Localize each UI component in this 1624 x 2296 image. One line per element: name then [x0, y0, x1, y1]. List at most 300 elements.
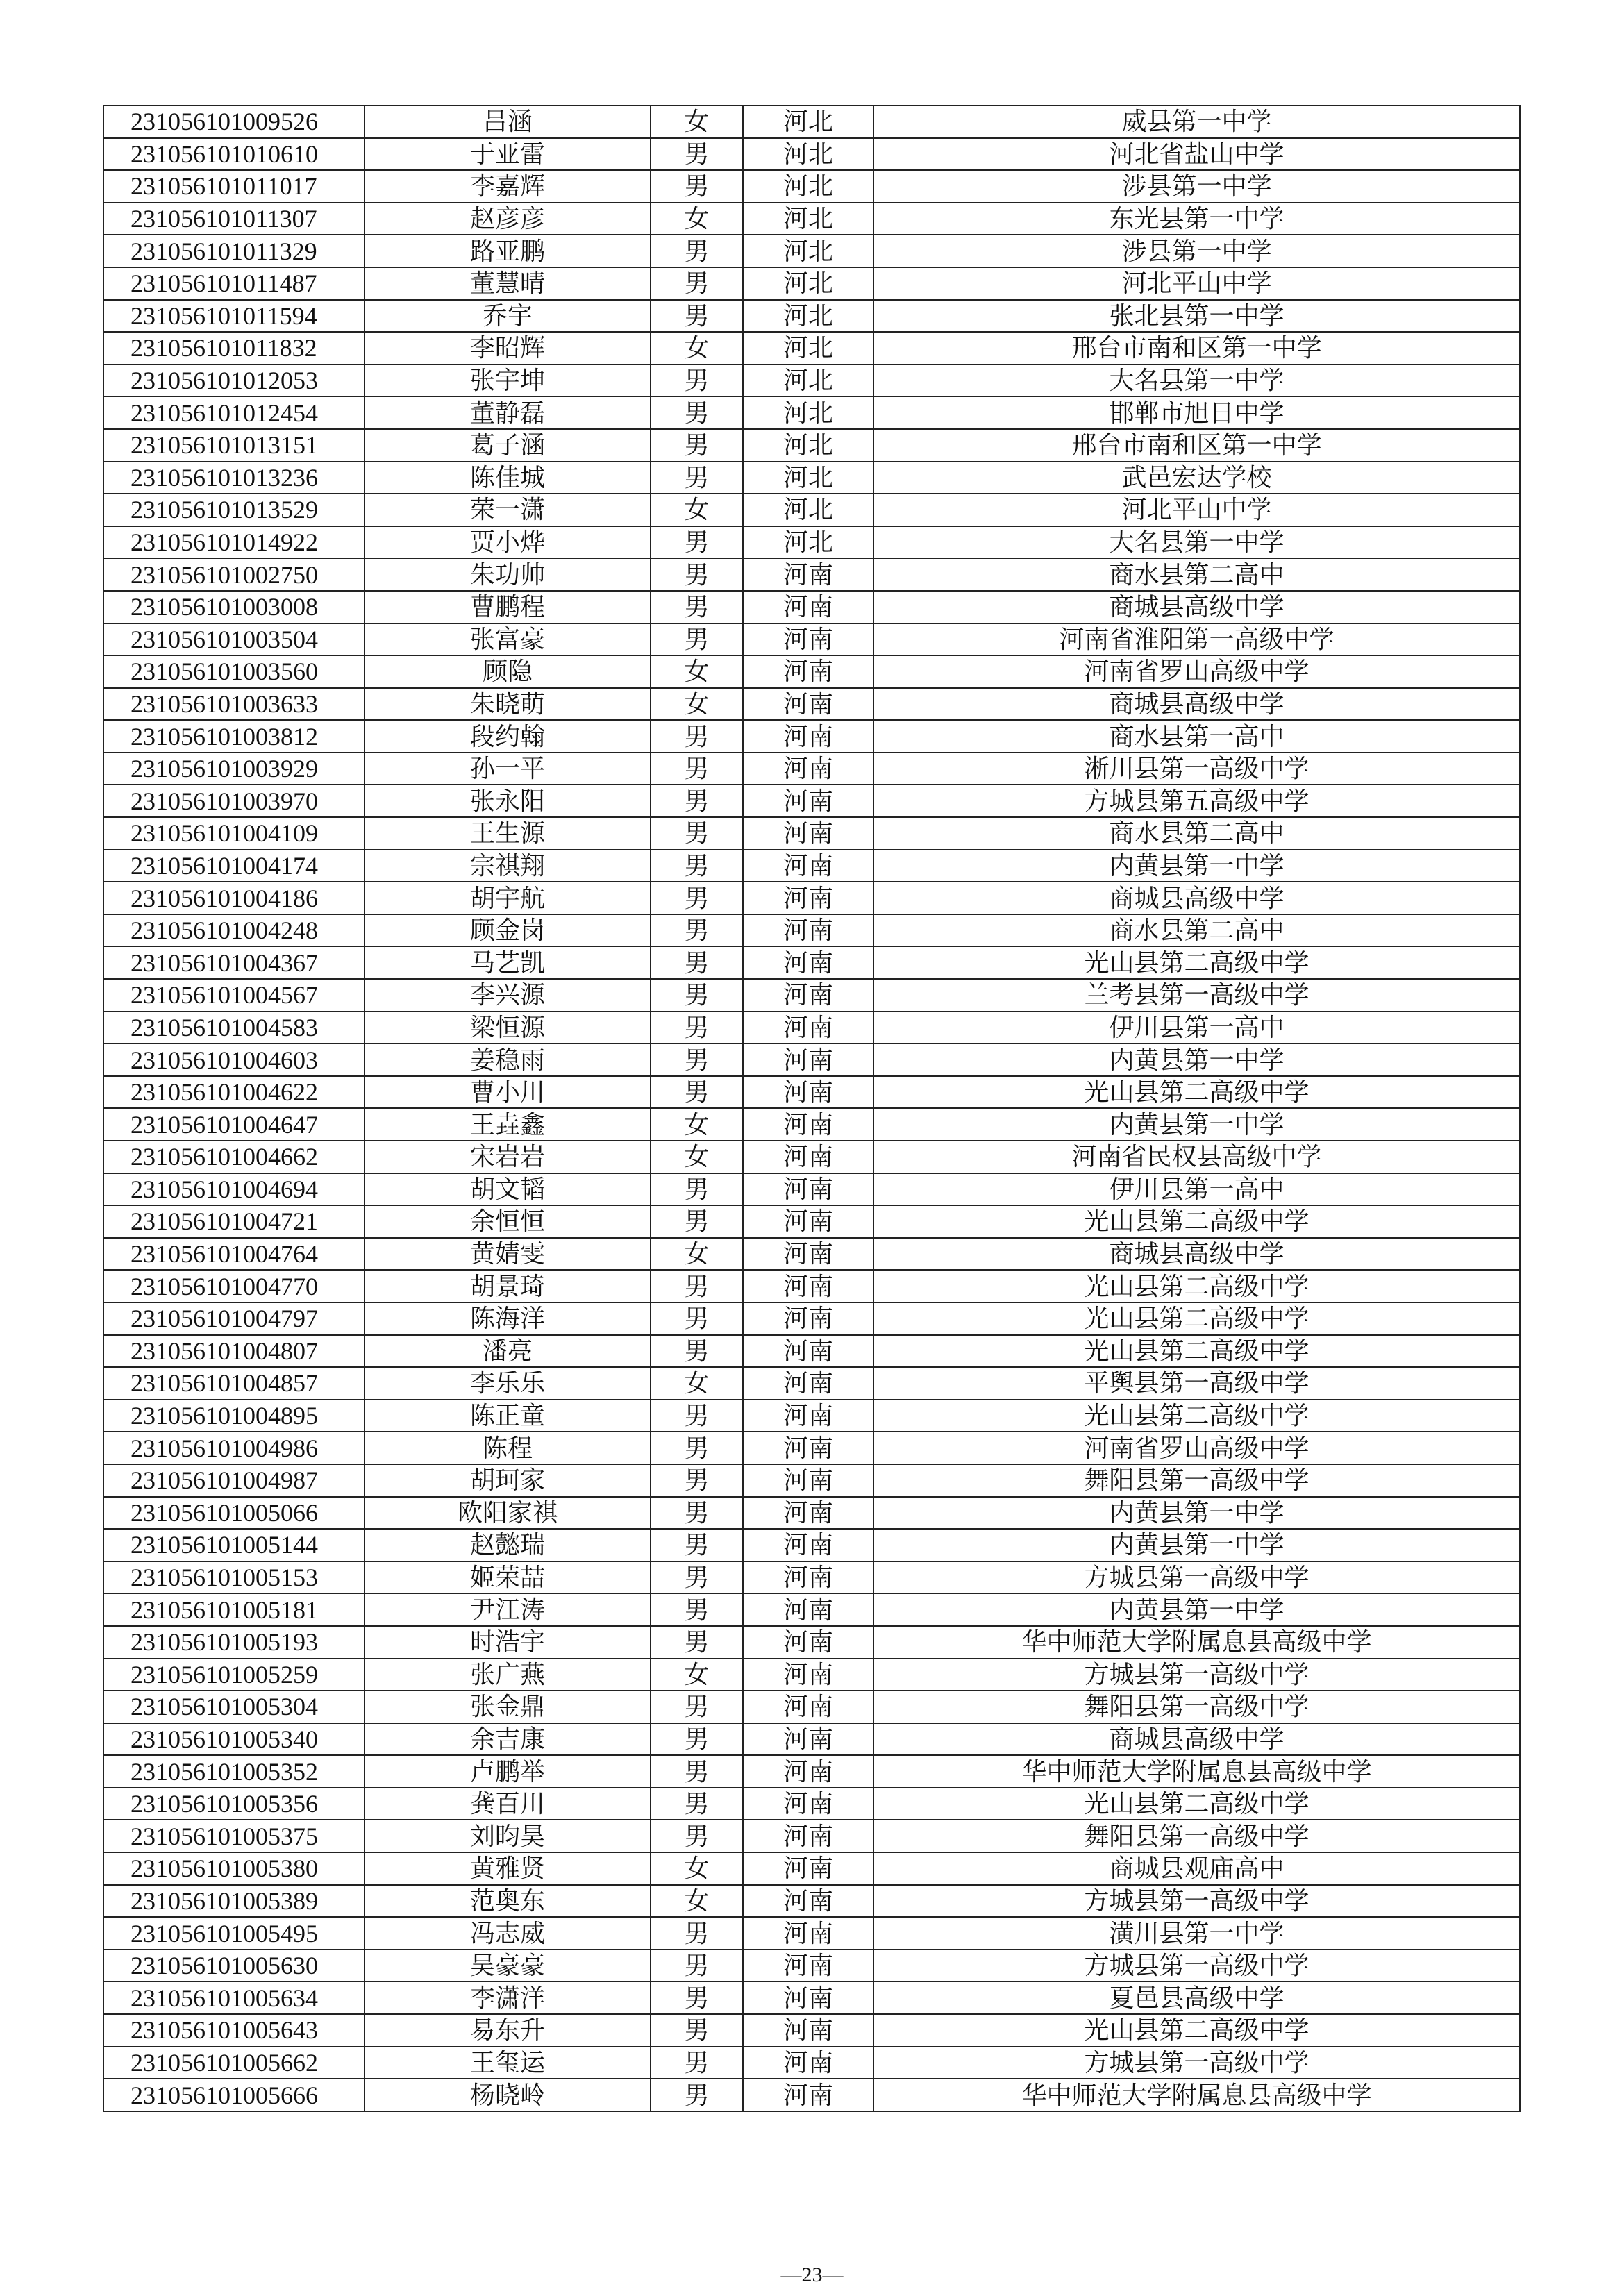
school-cell: 商水县第二高中 — [873, 817, 1520, 850]
student-name-cell: 荣一潇 — [365, 494, 651, 526]
student-name-cell: 吴豪豪 — [365, 1950, 651, 1982]
gender-cell: 男 — [651, 2014, 743, 2047]
province-cell: 河北 — [743, 396, 873, 429]
province-cell: 河南 — [743, 1076, 873, 1109]
exam-id-cell: 231056101012454 — [103, 396, 365, 429]
school-cell: 方城县第一高级中学 — [873, 1659, 1520, 1691]
table-row — [103, 1820, 1520, 1852]
school-cell: 河北省盐山中学 — [873, 138, 1520, 171]
school-cell: 内黄县第一中学 — [873, 1593, 1520, 1626]
table-row — [103, 1981, 1520, 2014]
gender-cell: 男 — [651, 1270, 743, 1302]
province-cell: 河南 — [743, 753, 873, 785]
exam-id-cell: 231056101004109 — [103, 817, 365, 850]
table-row — [103, 785, 1520, 817]
school-cell: 光山县第二高级中学 — [873, 1335, 1520, 1368]
exam-id-cell: 231056101005389 — [103, 1885, 365, 1918]
student-name-cell: 胡文韬 — [365, 1173, 651, 1206]
exam-id-cell: 231056101003504 — [103, 623, 365, 656]
table-row — [103, 1950, 1520, 1982]
table-row — [103, 946, 1520, 979]
province-cell: 河南 — [743, 558, 873, 591]
gender-cell: 男 — [651, 1529, 743, 1561]
province-cell: 河南 — [743, 1659, 873, 1691]
student-name-cell: 张永阳 — [365, 785, 651, 817]
province-cell: 河北 — [743, 235, 873, 267]
school-cell: 方城县第一高级中学 — [873, 1950, 1520, 1982]
exam-id-cell: 231056101005634 — [103, 1981, 365, 2014]
exam-id-cell: 231056101012053 — [103, 364, 365, 397]
exam-id-cell: 231056101004248 — [103, 914, 365, 947]
school-cell: 河南省淮阳第一高级中学 — [873, 623, 1520, 656]
table-row — [103, 494, 1520, 526]
gender-cell: 男 — [651, 1497, 743, 1530]
student-name-cell: 陈正童 — [365, 1400, 651, 1432]
exam-id-cell: 231056101004567 — [103, 979, 365, 1012]
school-cell: 舞阳县第一高级中学 — [873, 1820, 1520, 1852]
exam-id-cell: 231056101009526 — [103, 106, 365, 138]
gender-cell: 男 — [651, 267, 743, 300]
table-row — [103, 1788, 1520, 1820]
gender-cell: 男 — [651, 1173, 743, 1206]
table-row — [103, 753, 1520, 785]
gender-cell: 男 — [651, 1593, 743, 1626]
table-row — [103, 591, 1520, 623]
school-cell: 光山县第二高级中学 — [873, 1788, 1520, 1820]
student-name-cell: 时浩宇 — [365, 1626, 651, 1659]
table-row — [103, 720, 1520, 753]
student-name-cell: 段约翰 — [365, 720, 651, 753]
province-cell: 河南 — [743, 1400, 873, 1432]
table-row — [103, 1659, 1520, 1691]
student-name-cell: 潘亮 — [365, 1335, 651, 1368]
school-cell: 内黄县第一中学 — [873, 1529, 1520, 1561]
table-row — [103, 623, 1520, 656]
gender-cell: 男 — [651, 946, 743, 979]
student-name-cell: 王生源 — [365, 817, 651, 850]
province-cell: 河南 — [743, 1367, 873, 1400]
school-cell: 威县第一中学 — [873, 106, 1520, 138]
school-cell: 光山县第二高级中学 — [873, 1270, 1520, 1302]
province-cell: 河南 — [743, 1497, 873, 1530]
gender-cell: 男 — [651, 1044, 743, 1076]
gender-cell: 男 — [651, 1820, 743, 1852]
school-cell: 商水县第一高中 — [873, 720, 1520, 753]
school-cell: 方城县第五高级中学 — [873, 785, 1520, 817]
province-cell: 河北 — [743, 364, 873, 397]
province-cell: 河南 — [743, 850, 873, 882]
province-cell: 河南 — [743, 1755, 873, 1788]
province-cell: 河北 — [743, 300, 873, 333]
exam-id-cell: 231056101005340 — [103, 1723, 365, 1756]
table-row — [103, 1238, 1520, 1271]
province-cell: 河南 — [743, 1464, 873, 1497]
school-cell: 伊川县第一高中 — [873, 1012, 1520, 1044]
exam-id-cell: 231056101004857 — [103, 1367, 365, 1400]
exam-id-cell: 231056101003008 — [103, 591, 365, 623]
exam-id-cell: 231056101003929 — [103, 753, 365, 785]
table-row — [103, 1691, 1520, 1723]
gender-cell: 男 — [651, 914, 743, 947]
student-name-cell: 赵懿瑞 — [365, 1529, 651, 1561]
gender-cell: 男 — [651, 396, 743, 429]
province-cell: 河南 — [743, 1691, 873, 1723]
table-row — [103, 462, 1520, 494]
exam-id-cell: 231056101004694 — [103, 1173, 365, 1206]
gender-cell: 女 — [651, 655, 743, 688]
exam-id-cell: 231056101005666 — [103, 2079, 365, 2111]
student-name-cell: 张广燕 — [365, 1659, 651, 1691]
gender-cell: 女 — [651, 1141, 743, 1173]
province-cell: 河南 — [743, 1335, 873, 1368]
school-cell: 河南省罗山高级中学 — [873, 1432, 1520, 1464]
exam-id-cell: 231056101005153 — [103, 1561, 365, 1594]
student-name-cell: 胡宇航 — [365, 882, 651, 914]
table-row — [103, 1917, 1520, 1950]
student-name-cell: 董慧晴 — [365, 267, 651, 300]
table-row — [103, 2047, 1520, 2079]
student-name-cell: 葛子涵 — [365, 429, 651, 462]
province-cell: 河南 — [743, 720, 873, 753]
province-cell: 河南 — [743, 1012, 873, 1044]
exam-id-cell: 231056101004807 — [103, 1335, 365, 1368]
student-name-cell: 卢鹏举 — [365, 1755, 651, 1788]
school-cell: 内黄县第一中学 — [873, 1108, 1520, 1141]
province-cell: 河南 — [743, 2047, 873, 2079]
student-name-cell: 路亚鹏 — [365, 235, 651, 267]
exam-id-cell: 231056101011017 — [103, 170, 365, 203]
school-cell: 光山县第二高级中学 — [873, 1302, 1520, 1335]
gender-cell: 男 — [651, 1302, 743, 1335]
school-cell: 华中师范大学附属息县高级中学 — [873, 1626, 1520, 1659]
student-name-cell: 王垚鑫 — [365, 1108, 651, 1141]
exam-id-cell: 231056101005352 — [103, 1755, 365, 1788]
student-name-cell: 黄婧雯 — [365, 1238, 651, 1271]
gender-cell: 男 — [651, 1400, 743, 1432]
gender-cell: 男 — [651, 2047, 743, 2079]
exam-id-cell: 231056101005630 — [103, 1950, 365, 1982]
table-row — [103, 1626, 1520, 1659]
table-row — [103, 332, 1520, 364]
student-name-cell: 顾金岗 — [365, 914, 651, 947]
exam-id-cell: 231056101004764 — [103, 1238, 365, 1271]
exam-id-cell: 231056101004622 — [103, 1076, 365, 1109]
exam-id-cell: 231056101013151 — [103, 429, 365, 462]
exam-id-cell: 231056101003633 — [103, 688, 365, 721]
school-cell: 伊川县第一高中 — [873, 1173, 1520, 1206]
gender-cell: 男 — [651, 138, 743, 171]
gender-cell: 女 — [651, 332, 743, 364]
student-name-cell: 姜稳雨 — [365, 1044, 651, 1076]
school-cell: 兰考县第一高级中学 — [873, 979, 1520, 1012]
exam-id-cell: 231056101005495 — [103, 1917, 365, 1950]
province-cell: 河南 — [743, 1238, 873, 1271]
exam-id-cell: 231056101011832 — [103, 332, 365, 364]
gender-cell: 男 — [651, 462, 743, 494]
exam-id-cell: 231056101004174 — [103, 850, 365, 882]
exam-id-cell: 231056101005066 — [103, 1497, 365, 1530]
school-cell: 华中师范大学附属息县高级中学 — [873, 2079, 1520, 2111]
school-cell: 商水县第二高中 — [873, 558, 1520, 591]
exam-id-cell: 231056101010610 — [103, 138, 365, 171]
roster-body — [103, 106, 1520, 2111]
student-name-cell: 冯志威 — [365, 1917, 651, 1950]
exam-id-cell: 231056101011594 — [103, 300, 365, 333]
province-cell: 河北 — [743, 462, 873, 494]
province-cell: 河南 — [743, 2014, 873, 2047]
table-row — [103, 1044, 1520, 1076]
gender-cell: 男 — [651, 1626, 743, 1659]
exam-id-cell: 231056101004721 — [103, 1205, 365, 1238]
table-row — [103, 655, 1520, 688]
table-row — [103, 1108, 1520, 1141]
table-row — [103, 170, 1520, 203]
school-cell: 邢台市南和区第一中学 — [873, 429, 1520, 462]
exam-id-cell: 231056101004583 — [103, 1012, 365, 1044]
exam-id-cell: 231056101005259 — [103, 1659, 365, 1691]
table-row — [103, 1755, 1520, 1788]
province-cell: 河北 — [743, 332, 873, 364]
school-cell: 商城县观庙高中 — [873, 1852, 1520, 1885]
school-cell: 商城县高级中学 — [873, 882, 1520, 914]
student-name-cell: 龚百川 — [365, 1788, 651, 1820]
school-cell: 商城县高级中学 — [873, 1723, 1520, 1756]
table-row — [103, 1432, 1520, 1464]
table-row — [103, 1529, 1520, 1561]
student-name-cell: 胡珂家 — [365, 1464, 651, 1497]
exam-id-cell: 231056101005304 — [103, 1691, 365, 1723]
table-row — [103, 882, 1520, 914]
table-row — [103, 2014, 1520, 2047]
province-cell: 河南 — [743, 914, 873, 947]
province-cell: 河南 — [743, 591, 873, 623]
gender-cell: 男 — [651, 1335, 743, 1368]
exam-id-cell: 231056101004647 — [103, 1108, 365, 1141]
table-row — [103, 979, 1520, 1012]
gender-cell: 男 — [651, 1755, 743, 1788]
student-name-cell: 李嘉辉 — [365, 170, 651, 203]
gender-cell: 女 — [651, 1367, 743, 1400]
school-cell: 舞阳县第一高级中学 — [873, 1691, 1520, 1723]
table-row — [103, 1497, 1520, 1530]
student-name-cell: 尹江涛 — [365, 1593, 651, 1626]
student-name-cell: 吕涵 — [365, 106, 651, 138]
school-cell: 涉县第一中学 — [873, 235, 1520, 267]
student-name-cell: 刘昀昊 — [365, 1820, 651, 1852]
school-cell: 方城县第一高级中学 — [873, 1561, 1520, 1594]
school-cell: 光山县第二高级中学 — [873, 1400, 1520, 1432]
exam-id-cell: 231056101004797 — [103, 1302, 365, 1335]
gender-cell: 男 — [651, 235, 743, 267]
exam-id-cell: 231056101004662 — [103, 1141, 365, 1173]
table-row — [103, 235, 1520, 267]
province-cell: 河南 — [743, 979, 873, 1012]
school-cell: 光山县第二高级中学 — [873, 1076, 1520, 1109]
gender-cell: 男 — [651, 623, 743, 656]
gender-cell: 女 — [651, 203, 743, 235]
table-row — [103, 1302, 1520, 1335]
table-row — [103, 558, 1520, 591]
table-row — [103, 1335, 1520, 1368]
school-cell: 内黄县第一中学 — [873, 850, 1520, 882]
province-cell: 河南 — [743, 946, 873, 979]
gender-cell: 男 — [651, 591, 743, 623]
province-cell: 河南 — [743, 1141, 873, 1173]
exam-id-cell: 231056101004186 — [103, 882, 365, 914]
table-row — [103, 106, 1520, 138]
school-cell: 内黄县第一中学 — [873, 1044, 1520, 1076]
gender-cell: 男 — [651, 300, 743, 333]
exam-id-cell: 231056101005144 — [103, 1529, 365, 1561]
province-cell: 河南 — [743, 1626, 873, 1659]
gender-cell: 男 — [651, 979, 743, 1012]
table-row — [103, 429, 1520, 462]
student-name-cell: 陈程 — [365, 1432, 651, 1464]
province-cell: 河南 — [743, 785, 873, 817]
province-cell: 河南 — [743, 1981, 873, 2014]
province-cell: 河南 — [743, 1205, 873, 1238]
province-cell: 河南 — [743, 1885, 873, 1918]
gender-cell: 男 — [651, 1723, 743, 1756]
table-row — [103, 914, 1520, 947]
province-cell: 河南 — [743, 1820, 873, 1852]
exam-id-cell: 231056101013236 — [103, 462, 365, 494]
province-cell: 河南 — [743, 688, 873, 721]
student-name-cell: 赵彦彦 — [365, 203, 651, 235]
province-cell: 河南 — [743, 1270, 873, 1302]
exam-id-cell: 231056101011329 — [103, 235, 365, 267]
province-cell: 河北 — [743, 106, 873, 138]
table-row — [103, 1076, 1520, 1109]
province-cell: 河南 — [743, 1723, 873, 1756]
gender-cell: 男 — [651, 1205, 743, 1238]
table-row — [103, 138, 1520, 171]
student-name-cell: 梁恒源 — [365, 1012, 651, 1044]
gender-cell: 女 — [651, 1852, 743, 1885]
table-row — [103, 850, 1520, 882]
school-cell: 大名县第一中学 — [873, 364, 1520, 397]
exam-id-cell: 231056101005380 — [103, 1852, 365, 1885]
student-name-cell: 张富豪 — [365, 623, 651, 656]
table-row — [103, 1270, 1520, 1302]
student-name-cell: 姬荣喆 — [365, 1561, 651, 1594]
gender-cell: 男 — [651, 882, 743, 914]
province-cell: 河北 — [743, 138, 873, 171]
province-cell: 河北 — [743, 203, 873, 235]
school-cell: 张北县第一中学 — [873, 300, 1520, 333]
gender-cell: 女 — [651, 688, 743, 721]
student-name-cell: 于亚雷 — [365, 138, 651, 171]
school-cell: 方城县第一高级中学 — [873, 2047, 1520, 2079]
student-name-cell: 曹小川 — [365, 1076, 651, 1109]
student-name-cell: 李乐乐 — [365, 1367, 651, 1400]
gender-cell: 男 — [651, 1012, 743, 1044]
student-name-cell: 朱功帅 — [365, 558, 651, 591]
student-name-cell: 李潇洋 — [365, 1981, 651, 2014]
exam-id-cell: 231056101005643 — [103, 2014, 365, 2047]
province-cell: 河南 — [743, 1108, 873, 1141]
student-name-cell: 曹鹏程 — [365, 591, 651, 623]
school-cell: 东光县第一中学 — [873, 203, 1520, 235]
school-cell: 武邑宏达学校 — [873, 462, 1520, 494]
province-cell: 河南 — [743, 1788, 873, 1820]
province-cell: 河南 — [743, 655, 873, 688]
gender-cell: 男 — [651, 1076, 743, 1109]
exam-id-cell: 231056101011487 — [103, 267, 365, 300]
school-cell: 平舆县第一高级中学 — [873, 1367, 1520, 1400]
table-row — [103, 1561, 1520, 1594]
province-cell: 河南 — [743, 882, 873, 914]
province-cell: 河北 — [743, 526, 873, 559]
table-row — [103, 1852, 1520, 1885]
province-cell: 河南 — [743, 1432, 873, 1464]
exam-id-cell: 231056101003970 — [103, 785, 365, 817]
student-name-cell: 宋岩岩 — [365, 1141, 651, 1173]
gender-cell: 男 — [651, 2079, 743, 2111]
exam-id-cell: 231056101004603 — [103, 1044, 365, 1076]
province-cell: 河北 — [743, 170, 873, 203]
student-name-cell: 陈佳城 — [365, 462, 651, 494]
province-cell: 河南 — [743, 623, 873, 656]
gender-cell: 男 — [651, 526, 743, 559]
school-cell: 河北平山中学 — [873, 267, 1520, 300]
student-name-cell: 马艺凯 — [365, 946, 651, 979]
province-cell: 河南 — [743, 1561, 873, 1594]
gender-cell: 男 — [651, 850, 743, 882]
gender-cell: 女 — [651, 1108, 743, 1141]
table-row — [103, 1464, 1520, 1497]
exam-id-cell: 231056101004770 — [103, 1270, 365, 1302]
student-name-cell: 欧阳家祺 — [365, 1497, 651, 1530]
school-cell: 潢川县第一中学 — [873, 1917, 1520, 1950]
exam-id-cell: 231056101005181 — [103, 1593, 365, 1626]
table-row — [103, 1205, 1520, 1238]
school-cell: 方城县第一高级中学 — [873, 1885, 1520, 1918]
gender-cell: 男 — [651, 1432, 743, 1464]
exam-id-cell: 231056101005356 — [103, 1788, 365, 1820]
student-name-cell: 余吉康 — [365, 1723, 651, 1756]
student-roster-table — [103, 105, 1521, 2112]
school-cell: 邯郸市旭日中学 — [873, 396, 1520, 429]
province-cell: 河南 — [743, 1529, 873, 1561]
school-cell: 河南省罗山高级中学 — [873, 655, 1520, 688]
table-row — [103, 2079, 1520, 2111]
exam-id-cell: 231056101014922 — [103, 526, 365, 559]
gender-cell: 男 — [651, 753, 743, 785]
gender-cell: 男 — [651, 1464, 743, 1497]
table-row — [103, 1141, 1520, 1173]
table-row — [103, 1012, 1520, 1044]
student-name-cell: 李昭辉 — [365, 332, 651, 364]
school-cell: 夏邑县高级中学 — [873, 1981, 1520, 2014]
school-cell: 光山县第二高级中学 — [873, 1205, 1520, 1238]
province-cell: 河南 — [743, 1950, 873, 1982]
table-row — [103, 1367, 1520, 1400]
student-name-cell: 易东升 — [365, 2014, 651, 2047]
gender-cell: 男 — [651, 429, 743, 462]
gender-cell: 男 — [651, 364, 743, 397]
gender-cell: 女 — [651, 1238, 743, 1271]
table-row — [103, 396, 1520, 429]
student-name-cell: 顾隐 — [365, 655, 651, 688]
gender-cell: 男 — [651, 1788, 743, 1820]
school-cell: 光山县第二高级中学 — [873, 2014, 1520, 2047]
table-row — [103, 1885, 1520, 1918]
exam-id-cell: 231056101003812 — [103, 720, 365, 753]
school-cell: 光山县第二高级中学 — [873, 946, 1520, 979]
gender-cell: 女 — [651, 1885, 743, 1918]
gender-cell: 男 — [651, 1917, 743, 1950]
